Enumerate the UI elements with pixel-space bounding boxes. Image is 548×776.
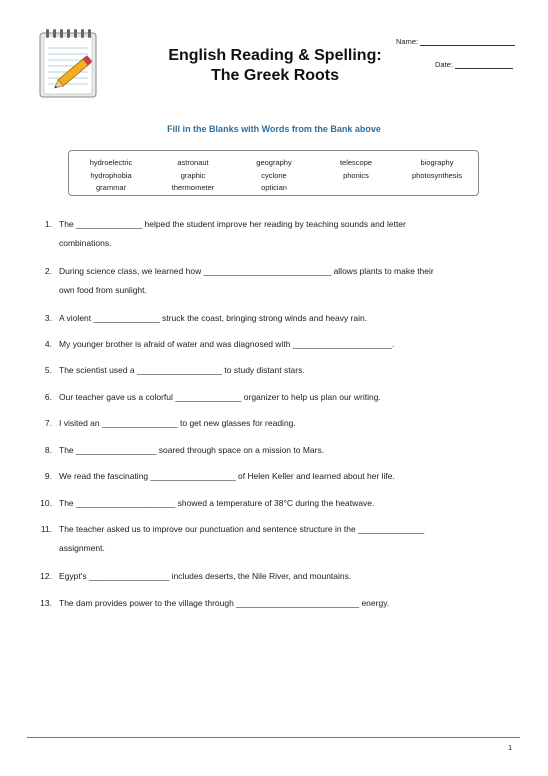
question-text: The _________________ soared through space on a mission to Mars. [59,445,325,455]
question-text: The _____________________ showed a temperature of 38°C during the heatwave. [59,498,375,508]
date-label: Date: [435,60,453,69]
footer-divider [27,737,520,738]
page-title [150,46,400,86]
question-text: The dam provides power to the village through __________________________ energy. [59,598,390,608]
question-number: 4. [44,339,52,349]
question-number: 6. [44,392,52,402]
question-number: 5. [44,365,52,375]
question-number: 2. [44,266,52,276]
word-bank-item: graphic [180,171,206,180]
question-text-continued: combinations. [59,238,112,248]
word-bank-item: geography [256,158,292,167]
title-line-1: English Reading & Spelling: [168,47,382,64]
question-text: My younger brother is afraid of water and was diagnosed with _____________________. [59,339,395,349]
question-text: A violent ______________ struck the coast, bringing strong winds and heavy rain. [59,313,368,323]
word-bank [68,150,479,196]
question-number: 1. [44,219,52,229]
word-bank-item: thermometer [171,183,215,192]
word-bank-item: astronaut [177,158,209,167]
name-line[interactable] [420,37,515,46]
question-text: The teacher asked us to improve our punctuation and sentence structure in the ______________ [59,524,425,534]
question-number: 11. [40,524,52,534]
question-number: 12. [40,571,52,581]
question-text: We read the fascinating __________________ of Helen Keller and learned about her life. [59,471,395,481]
question-text-continued: assignment. [59,543,105,553]
word-bank-item: photosynthesis [411,171,463,180]
word-bank-item: phonics [343,171,369,180]
page-number: 1 [508,743,513,752]
question-text: I visited an ________________ to get new glasses for reading. [59,418,296,428]
question-number: 3. [44,313,52,323]
word-bank-item: biography [420,158,454,167]
name-label: Name: [396,37,419,46]
question-text: Our teacher gave us a colorful ______________ organizer to help us plan our writing. [59,392,381,402]
word-bank-item: hydrophobia [90,171,132,180]
date-line[interactable] [455,60,513,69]
question-number: 9. [44,471,52,481]
word-bank-item: hydroelectric [89,158,133,167]
notepad-pencil-icon [36,26,102,100]
question-number: 13. [40,598,52,608]
question-number: 8. [44,445,52,455]
question-text: The ______________ helped the student improve her reading by teaching sounds and letter [59,219,406,229]
date-field[interactable] [435,60,513,69]
name-field[interactable] [396,37,515,46]
question-text: During science class, we learned how ___________________________ allows plants to make their [59,266,434,276]
word-bank-item: optician [261,183,287,192]
question-number: 10. [40,498,52,508]
question-text-continued: own food from sunlight. [59,285,147,295]
title-line-2: The Greek Roots [210,67,340,84]
instructions: Fill in the Blanks with Words from the Bank above [167,124,381,134]
question-text: Egypt's _________________ includes deserts, the Nile River, and mountains. [59,571,352,581]
word-bank-item: grammar [95,183,127,192]
word-bank-item: telescope [339,158,373,167]
question-text: The scientist used a __________________ to study distant stars. [59,365,305,375]
question-number: 7. [44,418,52,428]
word-bank-item: cyclone [261,171,287,180]
